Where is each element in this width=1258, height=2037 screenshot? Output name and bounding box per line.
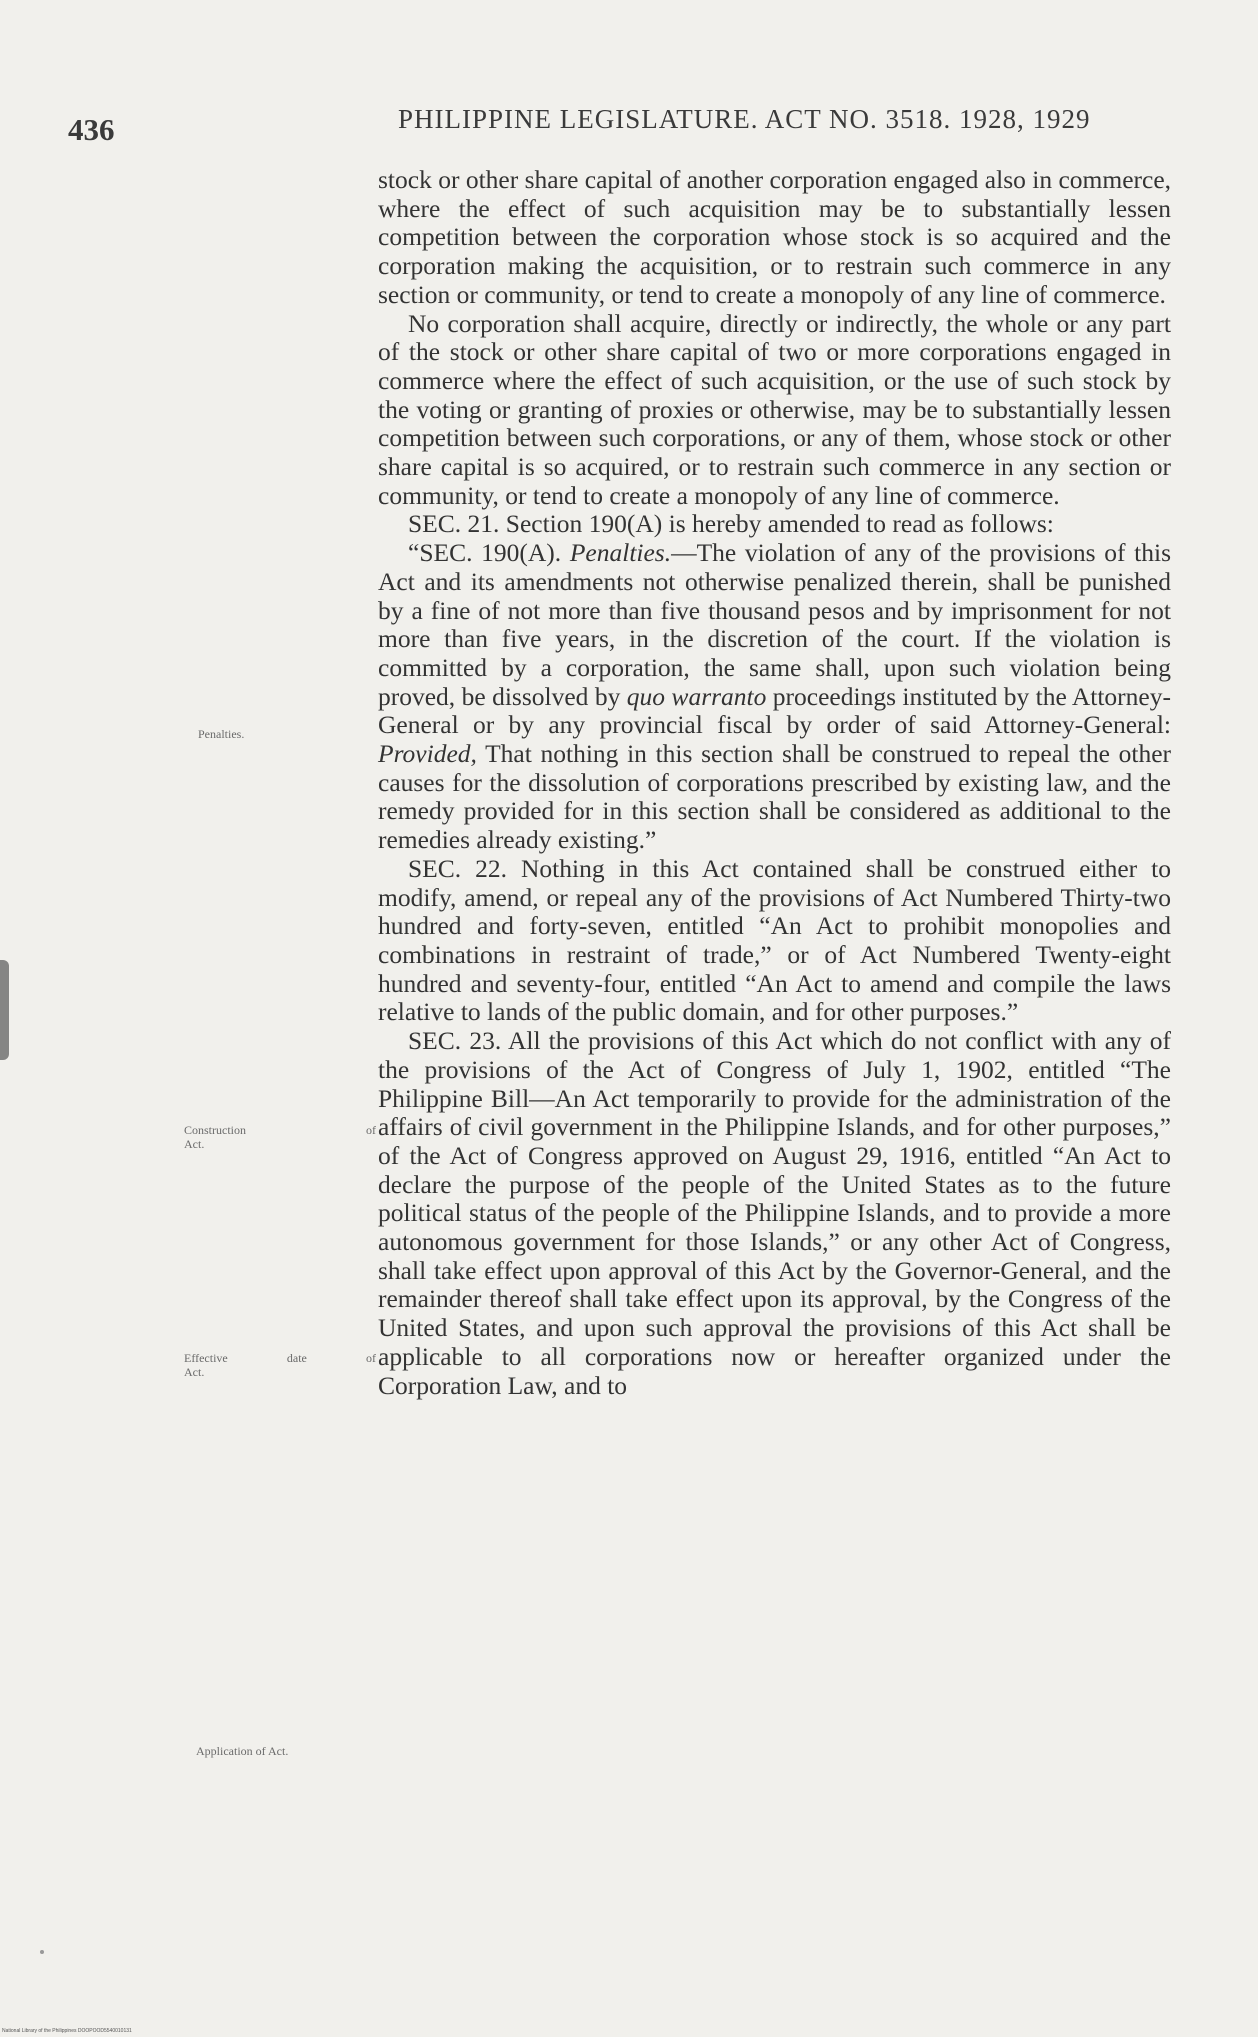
section-heading-penalties: Penalties. xyxy=(569,538,672,568)
running-head: PHILIPPINE LEGISLATURE. ACT NO. 3518. 1928, 1929 xyxy=(398,104,1091,134)
margin-note-effective-line2: Act. xyxy=(184,1365,205,1379)
paragraph-sec-21 xyxy=(378,510,1171,539)
margin-note-construction-line2: Act. xyxy=(184,1137,205,1151)
section-text: proceedings instituted by the Attorney-General or by any provincial fiscal by order of said Attorney-General: xyxy=(378,681,1171,740)
section-text: —The violation of any of the provisions of this Act and its amendments not otherwise penalized therein, shall be punished by a fine of not more than five thousand pesos and by imprisonment for not more than five years, in the discretion of the court. If the violation is committed by a corporation, the same shall, upon such violation being proved, be dissolved by xyxy=(378,538,1171,711)
paragraph-sec-23 xyxy=(378,1027,1171,1400)
margin-note-penalties: Penalties. xyxy=(198,727,245,741)
section-label: SEC. xyxy=(408,1026,462,1056)
paragraph-sec-22 xyxy=(378,855,1171,1027)
section-label: SEC. xyxy=(419,538,473,568)
section-text: 22. Nothing in this Act contained shall be construed either to modify, amend, or repeal any of the provisions of Act Numbered Thirty-two hundred and forty-seven, entitled “An Act to prohibit monopolies and combinations in restraint of trade,” or of Act Numbered Twenty-eight hundred and seventy-four, entitled “An Act to amend and compile the laws relative to lands of the public domain, and for other purposes.” xyxy=(378,853,1171,1027)
margin-note-effective-date xyxy=(184,1351,376,1379)
margin-note-construction xyxy=(184,1123,376,1151)
section-text: That nothing in this section shall be construed to repeal the other causes for the dissolution of corporations prescribed by existing law, and the remedy provided for in this section shall be considered as additional to the remedies already existing.” xyxy=(378,739,1171,855)
paragraph-no-corporation: No corporation shall acquire, directly or indirectly, the whole or any part of the stock or other share capital of two or more corporations engaged in commerce where the effect of such acquisition, or the use of such stock by the voting or granting of proxies or otherwise, may be to substantially lessen competition between such corporations, or any of them, whose stock or other share capital is so acquired, or to restrain such commerce in any section or community, or tend to create a monopoly of any line of commerce. xyxy=(378,308,1171,510)
margin-note-word: of xyxy=(365,1351,376,1365)
paragraph-sec-190a xyxy=(378,539,1171,855)
section-text: 23. All the provisions of this Act which do not conflict with any of the provisions of the Act of Congress of July 1, 1902, entitled “The Philippine Bill—An Act temporarily to provide for the administration of the affairs of civil government in the Philippine Islands, and for other purposes,” of the Act of Congress approved on August 29, 1916, entitled “An Act to declare the purpose of the people of the United States as to the future political status of the people of the Philippine Islands, and to provide a more autonomous government for those Islands,” or any other Act of Congress, shall take effect upon approval of this Act by the Governor-General, and the remainder thereof shall take effect upon its approval, by the Congress of the United States, and upon such approval the provisions of this Act shall be applicable to all corporations now or hereafter organized under the Corporation Law, and to xyxy=(378,1026,1171,1400)
section-label: SEC. xyxy=(408,853,462,883)
provided-term: Provided, xyxy=(378,739,477,769)
margin-note-word: date xyxy=(286,1351,307,1365)
section-text: 21. Section 190(A) is hereby amended to read as follows: xyxy=(461,509,1054,539)
paragraph-stock-acquisition: stock or other share capital of another corporation engaged also in commerce, where the effect of such acquisition may be to substantially lessen competition between the corporation whose stock is so acquired and the corporation making the acquisition, or to restrain such commerce in any section or community, or tend to create a monopoly of any line of commerce. xyxy=(378,165,1172,309)
margin-note-construction-line1 xyxy=(184,1123,376,1137)
quo-warranto-term: quo warranto xyxy=(626,681,767,711)
section-number: 190(A). xyxy=(472,538,570,568)
open-quote: “ xyxy=(408,538,420,568)
margin-note-effective-line1 xyxy=(184,1351,376,1365)
body-text xyxy=(378,166,1171,1400)
margin-note-word: Construction xyxy=(184,1123,246,1137)
scan-speck xyxy=(40,1950,44,1954)
margin-note-word: of xyxy=(366,1123,376,1137)
margin-note-word: Effective xyxy=(184,1351,228,1365)
section-label: SEC. xyxy=(408,509,462,539)
margin-note-application: Application of Act. xyxy=(196,1744,289,1758)
page-number: 436 xyxy=(68,112,115,147)
scan-credit: National Library of the Philippines DOOPOOD5540010131 xyxy=(2,2028,132,2034)
page-edge-shadow xyxy=(0,960,9,1060)
